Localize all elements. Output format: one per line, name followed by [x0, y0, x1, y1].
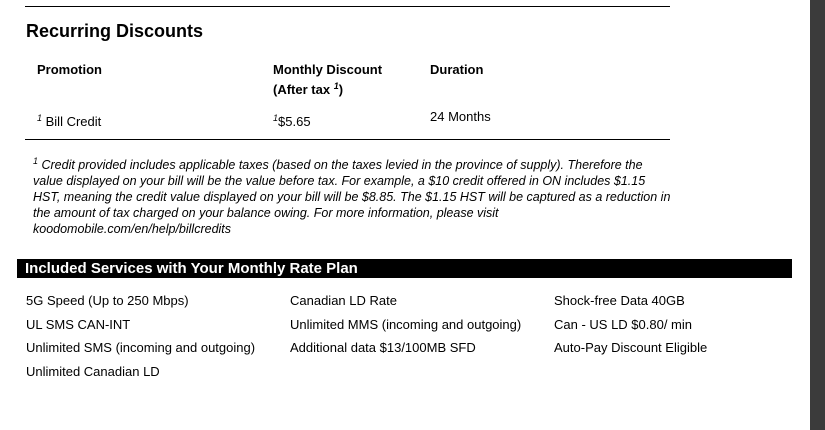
- header-after-tax-footnote-marker: 1: [333, 81, 339, 91]
- footnote-text: Credit provided includes applicable taxes (based on the taxes levied in the province of supply). Therefore the value displayed on your bill will be the value before tax. For example, a $10 credit offered in ON includes $1.15 HST, meaning the credit value displayed on your bill will be $8.85. The $1.15 HST will be captured as a reduction in the amount of tax charged on your balance owing. For more information, please visit koodomobile.com/en/help/billcredits: [33, 158, 671, 236]
- footnote: [33, 157, 673, 237]
- service-item: Unlimited MMS (incoming and outgoing): [290, 316, 522, 332]
- service-item: Unlimited SMS (incoming and outgoing): [26, 340, 256, 356]
- row-discount: [273, 114, 311, 130]
- service-item: Canadian LD Rate: [290, 293, 397, 308]
- services-column-3: [554, 289, 707, 360]
- included-services-title: Included Services with Your Monthly Rate Plan: [25, 260, 358, 277]
- recurring-discounts-title: Recurring Discounts: [26, 21, 204, 41]
- services-column-2: [290, 289, 521, 360]
- row-duration: 24 Months: [430, 109, 491, 124]
- header-duration: Duration: [430, 62, 484, 77]
- service-item: 5G Speed (Up to 250 Mbps): [26, 293, 189, 308]
- promotion-footnote-marker: 1: [37, 113, 43, 123]
- header-after-tax-suffix: ): [338, 82, 344, 97]
- header-monthly-discount: [273, 60, 382, 100]
- header-promotion: Promotion: [37, 62, 102, 77]
- footnote-marker: 1: [33, 156, 39, 166]
- service-item: Auto-Pay Discount Eligible: [554, 340, 708, 356]
- row-promotion: [37, 114, 101, 130]
- header-monthly-discount-line1: Monthly Discount: [273, 62, 383, 77]
- included-services-header-bar: [17, 259, 792, 278]
- service-item: Unlimited Canadian LD: [26, 364, 160, 380]
- service-item: Shock-free Data 40GB: [554, 293, 685, 308]
- header-monthly-discount-line2: [273, 80, 382, 100]
- promotion-name: Bill Credit: [42, 114, 102, 129]
- top-divider: [25, 6, 670, 7]
- services-column-1: [26, 289, 255, 384]
- discount-value: $5.65: [278, 114, 311, 129]
- service-item: UL SMS CAN-INT: [26, 316, 131, 332]
- service-item: Can - US LD $0.80/ min: [554, 316, 693, 332]
- vertical-scrollbar[interactable]: [810, 0, 825, 430]
- service-item: Additional data $13/100MB SFD: [290, 340, 476, 356]
- table-bottom-divider: [25, 139, 670, 140]
- discount-footnote-marker: 1: [273, 113, 279, 123]
- header-after-tax-prefix: (After tax: [273, 82, 334, 97]
